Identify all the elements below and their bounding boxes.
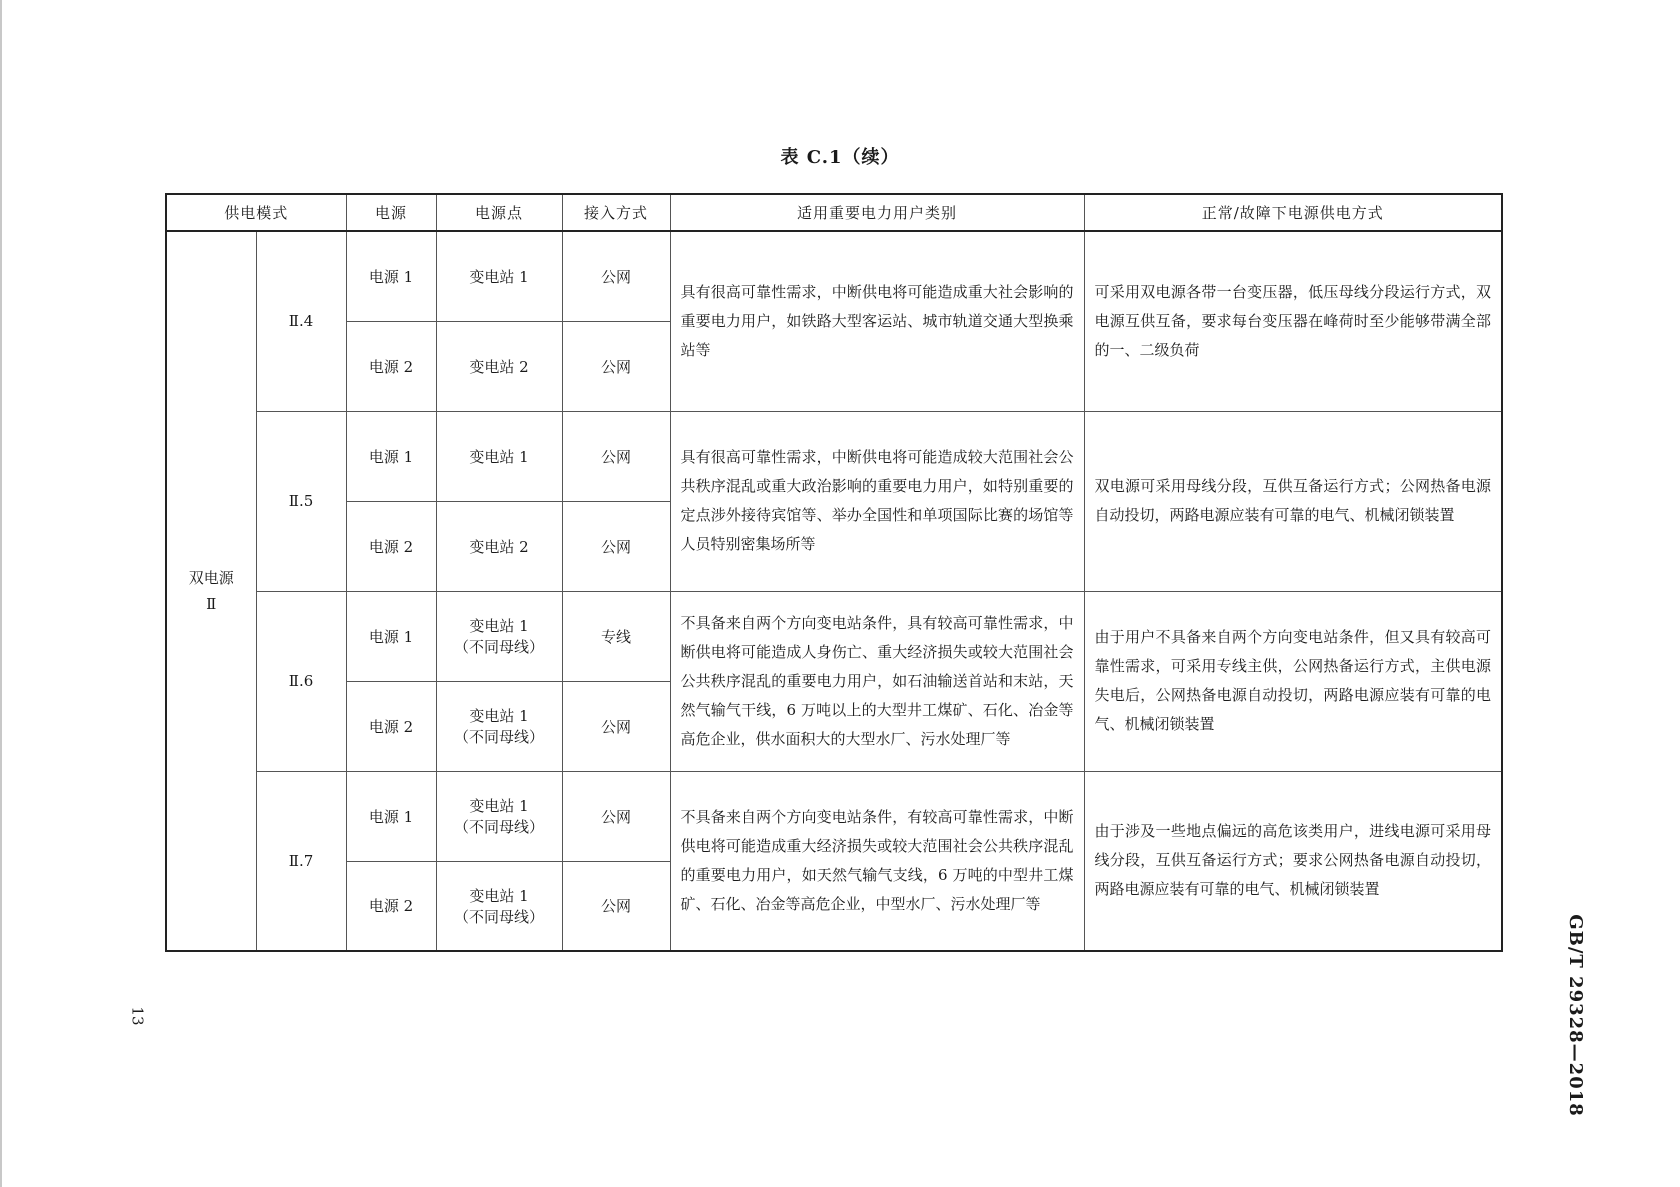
source-cell: 电源 1: [346, 411, 436, 501]
access-cell: 公网: [562, 681, 670, 771]
mode-group-label: 双电源: [188, 569, 234, 587]
table-row: [166, 231, 1502, 321]
supply-cell: 由于涉及一些地点偏远的高危该类用户，进线电源可采用母线分段，互供互备运行方式；要求公网热备电源自动投切，两路电源应装有可靠的电气、机械闭锁装置: [1084, 771, 1502, 951]
header-row: [166, 194, 1502, 231]
point-cell: [436, 861, 562, 951]
header-users: 适用重要电力用户类别: [670, 194, 1084, 231]
table-row: [166, 771, 1502, 861]
source-cell: 电源 2: [346, 501, 436, 591]
point-busbar: （不同母线）: [454, 818, 545, 836]
mode-cell: Ⅱ.5: [256, 411, 346, 591]
point-name: 变电站 2: [469, 537, 529, 556]
header-source: 电源: [346, 194, 436, 231]
point-name: 变电站 1: [469, 797, 529, 815]
mode-group-numeral: Ⅱ: [206, 595, 217, 613]
users-cell: 不具备来自两个方向变电站条件，有较高可靠性需求，中断供电将可能造成重大经济损失或较大范围社会公共秩序混乱的重要电力用户，如天然气输气支线，6 万吨的中型井工煤矿、石化、冶金等高危企业，中型水厂、污水处理厂等: [670, 771, 1084, 951]
point-name: 变电站 1: [469, 617, 529, 635]
point-busbar: （不同母线）: [454, 907, 545, 926]
point-name: 变电站 1: [469, 267, 529, 286]
point-cell: [436, 771, 562, 861]
source-cell: 电源 2: [346, 861, 436, 951]
point-name: 变电站 1: [469, 447, 529, 466]
header-access: 接入方式: [562, 194, 670, 231]
access-cell: 公网: [562, 321, 670, 411]
source-cell: 电源 2: [346, 321, 436, 411]
point-busbar: （不同母线）: [454, 728, 545, 746]
source-cell: 电源 2: [346, 681, 436, 771]
access-cell: 公网: [562, 501, 670, 591]
access-cell: 公网: [562, 861, 670, 951]
header-point: 电源点: [436, 194, 562, 231]
point-cell: [436, 681, 562, 771]
point-cell: [436, 501, 562, 591]
header-mode: 供电模式: [166, 194, 346, 231]
supply-cell: 双电源可采用母线分段，互供互备运行方式；公网热备电源自动投切，两路电源应装有可靠的电气、机械闭锁装置: [1084, 411, 1502, 591]
supply-cell: 可采用双电源各带一台变压器，低压母线分段运行方式，双电源互供互备，要求每台变压器在峰荷时至少能够带满全部的一、二级负荷: [1084, 231, 1502, 411]
source-cell: 电源 1: [346, 591, 436, 681]
mode-cell: Ⅱ.6: [256, 591, 346, 771]
page-number: 13: [128, 1006, 147, 1026]
access-cell: 专线: [562, 591, 670, 681]
table-caption: 表 C.1（续）: [780, 147, 900, 168]
table-row: [166, 591, 1502, 681]
point-name: 变电站 2: [469, 357, 529, 376]
users-cell: 具有很高可靠性需求，中断供电将可能造成重大社会影响的重要电力用户，如铁路大型客运站、城市轨道交通大型换乘站等: [670, 231, 1084, 411]
point-cell: [436, 591, 562, 681]
standard-code: GB/T 29328—2018: [1564, 914, 1586, 1117]
access-cell: 公网: [562, 771, 670, 861]
point-busbar: （不同母线）: [454, 638, 545, 656]
point-cell: [436, 231, 562, 321]
users-cell: 具有很高可靠性需求，中断供电将可能造成较大范围社会公共秩序混乱或重大政治影响的重要电力用户，如特别重要的定点涉外接待宾馆等、举办全国性和单项国际比赛的场馆等人员特别密集场所等: [670, 411, 1084, 591]
header-supply: 正常/故障下电源供电方式: [1084, 194, 1502, 231]
power-supply-table: [165, 193, 1503, 952]
mode-group-cell: [166, 231, 256, 951]
point-name: 变电站 1: [469, 886, 529, 905]
mode-cell: Ⅱ.7: [256, 771, 346, 951]
point-name: 变电站 1: [469, 707, 529, 725]
source-cell: 电源 1: [346, 231, 436, 321]
access-cell: 公网: [562, 231, 670, 321]
scan-edge: [0, 0, 2, 1187]
table-row: [166, 411, 1502, 501]
source-cell: 电源 1: [346, 771, 436, 861]
access-cell: 公网: [562, 411, 670, 501]
users-cell: 不具备来自两个方向变电站条件，具有较高可靠性需求，中断供电将可能造成人身伤亡、重大经济损失或较大范围社会公共秩序混乱的重要电力用户，如石油输送首站和末站，天然气输气干线，6 万吨以上的大型井工煤矿、石化、冶金等高危企业，供水面积大的大型水厂、污水处理厂等: [670, 591, 1084, 771]
point-cell: [436, 321, 562, 411]
supply-cell: 由于用户不具备来自两个方向变电站条件，但又具有较高可靠性需求，可采用专线主供，公网热备运行方式，主供电源失电后，公网热备电源自动投切，两路电源应装有可靠的电气、机械闭锁装置: [1084, 591, 1502, 771]
point-cell: [436, 411, 562, 501]
mode-cell: Ⅱ.4: [256, 231, 346, 411]
